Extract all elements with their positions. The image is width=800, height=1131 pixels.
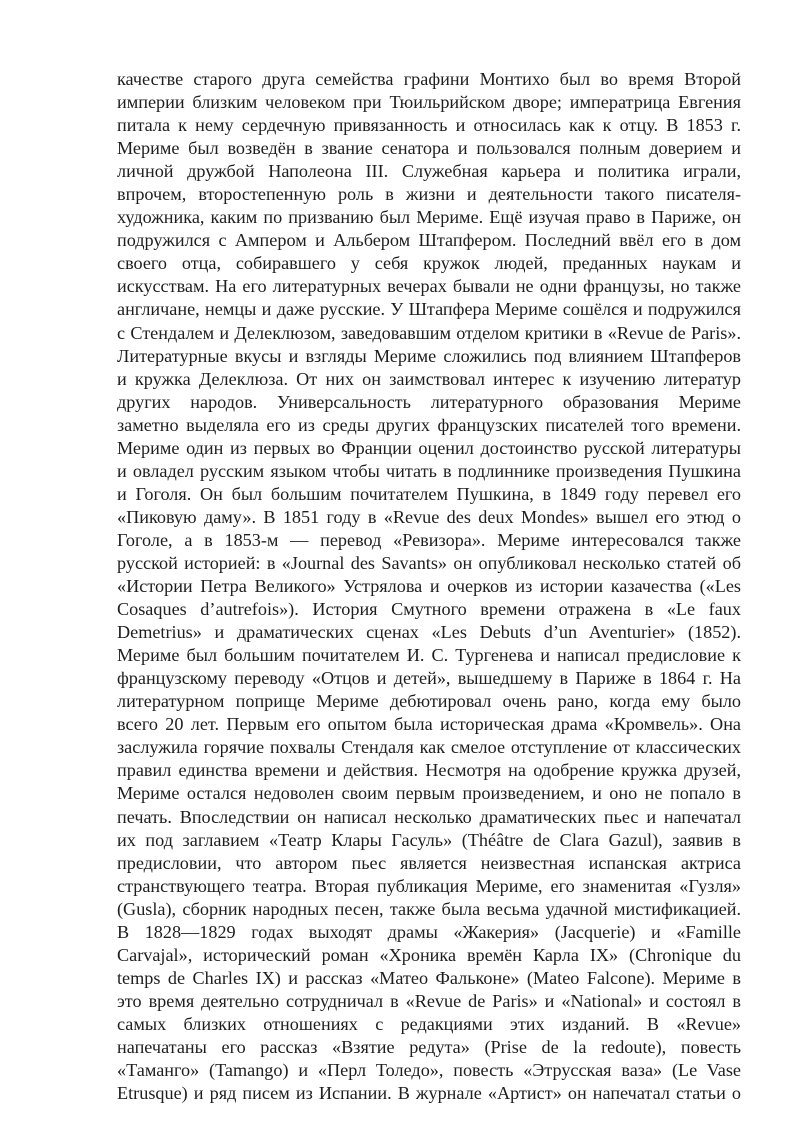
text-line: предисловии, что автором пьес является неизвестная испанская актриса [117,852,741,873]
text-line: Мериме был возведён в звание сенатора и пользовался полным доверием и [117,138,741,159]
text-line: Etrusque) и ряд писем из Испании. В журнале «Артист» он напечатал статьи о [117,1083,741,1104]
text-line: Cosaques d’autrefois»). История Смутного времени отражена в «Le faux [117,599,741,620]
text-line: Литературные вкусы и взгляды Мериме сложились под влиянием Штапферов [117,345,741,366]
text-line: temps de Charles IX) и рассказ «Матео Фальконе» (Mateo Falcone). Мериме в [117,967,741,988]
text-line: французскому переводу «Отцов и детей», вышедшему в Париже в 1864 г. На [117,668,741,689]
text-line: Мериме остался недоволен своим первым произведением, и оно не попало в [117,783,741,804]
text-line: впрочем, второстепенную роль в жизни и деятельности такого писателя- [117,184,741,205]
text-line: В 1828—1829 годах выходят драмы «Жакерия» (Jacquerie) и «Famille [117,921,741,942]
text-line: своего отца, собиравшего у себя кружок людей, преданных наукам и [117,253,741,274]
text-line: «Пиковую даму». В 1851 году в «Revue des deux Mondes» вышел его этюд о [117,506,741,527]
text-line: Мериме был большим почитателем И. С. Тургенева и написал предисловие к [117,645,741,666]
text-line: империи близким человеком при Тюильрийском дворе; императрица Евгения [117,92,741,113]
text-line: качестве старого друга семейства графини Монтихо был во время Второй [117,69,741,89]
text-line: искусствам. На его литературных вечерах бывали не одни французы, но также [117,276,741,297]
document-page [117,68,741,1105]
text-line: правил единства времени и действия. Несмотря на одобрение кружка друзей, [117,760,741,781]
text-line: печать. Впоследствии он написал несколько драматических пьес и напечатал [117,806,741,827]
text-line: литературном поприще Мериме дебютировал очень рано, когда ему было [117,691,741,712]
text-line: это время деятельно сотрудничал в «Revue de Paris» и «National» и состоял в [117,990,741,1011]
text-line: «Таманго» (Tamango) и «Перл Толедо», повесть «Этрусская ваза» (Le Vase [117,1060,741,1081]
text-line: самых близких отношениях с редакциями этих изданий. В «Revue» [117,1013,741,1034]
text-line: (Gusla), сборник народных песен, также была весьма удачной мистификацией. [117,898,741,919]
text-line: питала к нему сердечную привязанность и относилась как к отцу. В 1853 г. [117,115,741,136]
text-line: с Стендалем и Делеклюзом, заведовавшим отделом критики в «Revue de Paris». [117,322,741,343]
text-line: и овладел русским языком чтобы читать в подлиннике произведения Пушкина [117,460,741,481]
text-line: подружился с Ампером и Альбером Штапфером. Последний ввёл его в дом [117,230,741,251]
text-line: Гоголе, а в 1853-м — перевод «Ревизора». Мериме интересовался также [117,529,741,550]
text-line: Carvajal», исторический роман «Хроника времён Карла IX» (Chronique du [117,944,741,965]
text-line: заметно выделяла его из среды других французских писателей того времени. [117,414,741,435]
text-line: и Гоголя. Он был большим почитателем Пушкина, в 1849 году перевел его [117,483,741,504]
text-line: англичане, немцы и даже русские. У Штапфера Мериме сошёлся и подружился [117,299,741,320]
text-line: других народов. Универсальность литературного образования Мериме [117,391,741,412]
text-line: «Истории Петра Великого» Устрялова и очерков из истории казачества («Les [117,576,741,597]
text-line: странствующего театра. Вторая публикация Мериме, его знаменитая «Гузля» [117,875,741,896]
text-line: заслужила горячие похвалы Стендаля как смелое отступление от классических [117,737,741,758]
text-line: Demetrius» и драматических сценах «Les Debuts d’un Aventurier» (1852). [117,622,741,643]
text-line: напечатаны его рассказ «Взятие редута» (Prise de la redoute), повесть [117,1036,741,1057]
text-line: личной дружбой Наполеона III. Служебная карьера и политика играли, [117,161,741,182]
text-line: и кружка Делеклюза. От них он заимствовал интерес к изучению литератур [117,368,741,389]
text-line: всего 20 лет. Первым его опытом была историческая драма «Кромвель». Она [117,714,741,735]
text-line: их под заглавием «Театр Клары Гасуль» (Théâtre de Clara Gazul), заявив в [117,829,741,850]
text-line: Мериме один из первых во Франции оценил достоинство русской литературы [117,437,741,458]
text-line: русской историей: в «Journal des Savants» он опубликовал несколько статей об [117,552,741,573]
text-line: художника, каким по призванию был Мериме. Ещё изучая право в Париже, он [117,207,741,228]
